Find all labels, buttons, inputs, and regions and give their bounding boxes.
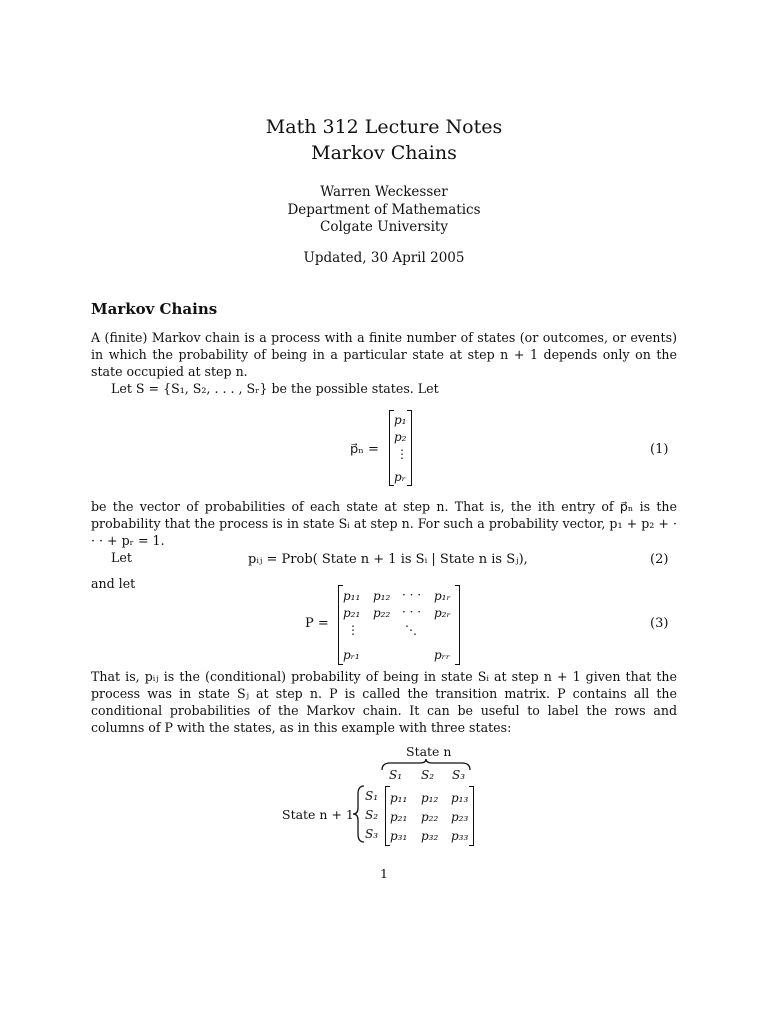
row-state: S₂ — [365, 808, 379, 822]
eq2-number: (2) — [650, 552, 669, 567]
paragraph-6: That is, pᵢⱼ is the (conditional) probability of being in state Sᵢ at step n + 1 given that the process was in state Sⱼ at step n. P is called the transition matrix. P contains all the conditional probabilities of the Markov chain. It can be useful to label the rows and columns of P with the states, as in this example with three states: — [91, 669, 677, 735]
example-right-bracket — [469, 786, 474, 846]
eq3-cell: p₁₁ — [343, 589, 361, 603]
eq3-cell: ⋮ — [347, 623, 359, 637]
eq1-number: (1) — [650, 442, 669, 457]
paragraph-2: Let S = {S₁, S₂, . . . , Sᵣ} be the possible states. Let — [111, 381, 439, 396]
author: Warren Weckesser — [320, 184, 448, 200]
col-state: S₂ — [421, 768, 435, 782]
example-cell: p₁₃ — [451, 791, 469, 805]
eq3-lhs: P = — [305, 616, 329, 631]
paragraph-intro — [91, 329, 677, 397]
eq3-cell: p₁₂ — [373, 589, 391, 603]
col-label: State n — [406, 744, 452, 759]
paragraph-1: A (finite) Markov chain is a process with a finite number of states (or outcomes, or events) in which the probability of being in a particular state at step n + 1 depends only on the state occupied at step n. — [91, 330, 677, 379]
col-state: S₃ — [452, 768, 466, 782]
example-cell: p₃₃ — [451, 829, 469, 843]
paragraph-5: and let — [91, 576, 136, 591]
title-line-2: Markov Chains — [311, 142, 457, 164]
row-label: State n + 1 — [282, 807, 354, 822]
eq3-right-bracket — [455, 585, 460, 665]
eq3-cell: · · · — [402, 588, 422, 602]
paragraph-4: Let — [111, 550, 132, 565]
example-cell: p₂₁ — [390, 810, 408, 824]
col-state: S₁ — [389, 768, 403, 782]
example-cell: p₁₂ — [421, 791, 439, 805]
eq3-cell: p₁ᵣ — [434, 589, 451, 603]
department: Department of Mathematics — [287, 202, 481, 218]
eq3-cell: · · · — [402, 605, 422, 619]
paragraph-3: be the vector of probabilities of each state at step n. That is, the ith entry of p⃗ₙ is the probability that the process is in state Sᵢ at step n. For such a probability vector, p₁ + p₂ + · · · + pᵣ = 1. — [91, 499, 677, 548]
eq1-entry: pᵣ — [394, 470, 406, 484]
eq3-cell: p₂₂ — [373, 606, 391, 620]
example-cell: p₃₂ — [421, 829, 439, 843]
example-cell: p₂₂ — [421, 810, 439, 824]
section-heading: Markov Chains — [91, 300, 218, 318]
eq3-cell: ⋱ — [405, 623, 417, 637]
row-brace — [352, 784, 366, 844]
eq1-entry: p₂ — [394, 430, 407, 444]
example-cell: p₂₃ — [451, 810, 469, 824]
row-state: S₁ — [365, 789, 379, 803]
eq1-entry: p₁ — [394, 413, 407, 427]
eq1-entry: ⋮ — [396, 447, 408, 461]
eq3-cell: p₂₁ — [343, 606, 361, 620]
title-line-1: Math 312 Lecture Notes — [265, 116, 503, 138]
example-cell: p₃₁ — [390, 829, 408, 843]
eq3-cell: pᵣ₁ — [343, 648, 360, 662]
eq3-number: (3) — [650, 616, 669, 631]
eq3-cell: p₂ᵣ — [434, 606, 451, 620]
updated-date: Updated, 30 April 2005 — [303, 250, 465, 266]
equation-2: pᵢⱼ = Prob( State n + 1 is Sᵢ | State n is Sⱼ), — [248, 552, 528, 567]
example-cell: p₁₁ — [390, 791, 408, 805]
university: Colgate University — [320, 219, 448, 235]
eq3-cell: pᵣᵣ — [434, 648, 451, 662]
eq1-lhs: p⃗ₙ = — [350, 442, 379, 457]
page-number: 1 — [380, 866, 388, 881]
row-state: S₃ — [365, 827, 379, 841]
